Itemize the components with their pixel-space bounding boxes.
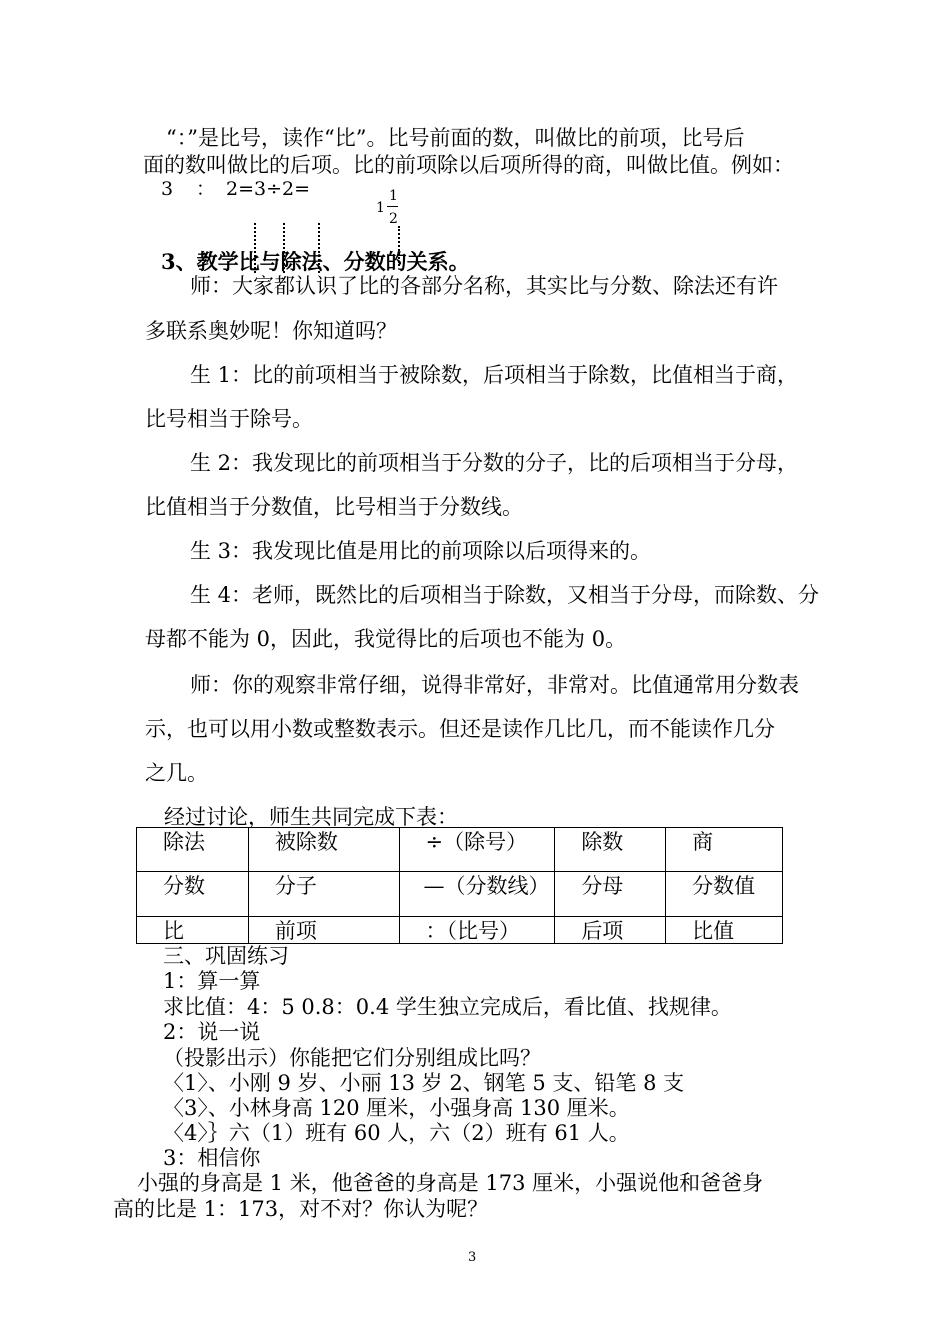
paragraph-line: 母都不能为 0，因此，我觉得比的后项也不能为 0。 [145,627,627,651]
paragraph-line: 生 3：我发现比值是用比的前项除以后项得来的。 [190,539,652,563]
table-cell: 前项 [248,917,399,944]
table-cell: 分数值 [666,872,783,917]
practice-heading: 三、巩固练习 [163,944,289,968]
paragraph-line: 生 1：比的前项相当于被除数，后项相当于除数，比值相当于商， [190,363,799,387]
exercise-text: 求比值：4：5 0.8：0.4 学生独立完成后，看比值、找规律。 [163,995,732,1019]
comparison-table [136,827,783,944]
paragraph-line: 之几。 [145,761,208,785]
paragraph-line: 多联系奥妙呢！你知道吗？ [145,319,397,343]
table-cell: ：（比号） [399,917,555,944]
exercise-title: 2：说一说 [163,1020,261,1044]
exercise-text: 〈4〉｝六（1）班有 60 人，六（2）班有 61 人。 [163,1121,630,1145]
exercise-title: 1：算一算 [163,969,261,993]
table-row [137,872,783,917]
table-cell: 比 [137,917,249,944]
exercise-text: 小强的身高是 1 米，他爸爸的身高是 173 厘米，小强说他和爸爸身 [137,1171,764,1195]
table-cell: —（分数线） [399,872,555,917]
example-right: 2=3÷2= [226,178,311,200]
paragraph-line: 生 2：我发现比的前项相当于分数的分子，比的后项相当于分母， [190,451,799,475]
table-cell: 比值 [666,917,783,944]
intro-line-1: “：”是比号，读作“比”。比号前面的数，叫做比的前项，比号后 [166,126,745,150]
table-cell: 分母 [555,872,666,917]
table-cell: 除法 [137,828,249,872]
table-intro: 经过讨论，师生共同完成下表： [164,805,458,829]
paragraph-line: 示，也可以用小数或整数表示。但还是读作几比几，而不能读作几分 [145,717,775,741]
exercise-text: （投影出示）你能把它们分别组成比吗？ [163,1046,541,1070]
intro-line-2: 面的数叫做比的后项。比的前项除以后项所得的商，叫做比值。例如： [143,153,794,177]
table-cell: 商 [666,828,783,872]
paragraph-line: 比号相当于除号。 [145,407,313,431]
table-cell: 除数 [555,828,666,872]
exercise-title: 3：相信你 [163,1146,261,1170]
fraction-bar [387,206,398,207]
paragraph-line: 师：你的观察非常仔细，说得非常好，非常对。比值通常用分数表 [190,673,799,697]
exercise-text: 〈1〉、小刚 9 岁、小丽 13 岁 2、钢笔 5 支、铅笔 8 支 [163,1071,685,1095]
paragraph-line: 比值相当于分数值，比号相当于分数线。 [145,495,523,519]
table-cell: 后项 [555,917,666,944]
exercise-text: 高的比是 1：173，对不对？你认为呢？ [113,1197,489,1221]
table-cell: 分数 [137,872,249,917]
exercise-text: 〈3〉、小林身高 120 厘米，小强身高 130 厘米。 [163,1096,630,1120]
paragraph-line: 师：大家都认识了比的各部分名称，其实比与分数、除法还有许 [190,274,778,298]
table-cell: 被除数 [248,828,399,872]
example-colon: ： [196,178,216,200]
fraction-whole: 1 [376,200,385,216]
example-left: 3 [161,178,174,200]
section-heading: 3、教学比与除法、分数的关系。 [161,249,470,274]
page-number: 3 [468,1250,477,1265]
fraction-numerator: 1 [389,188,398,204]
table-row [137,917,783,944]
table-row [137,828,783,872]
table-cell: ÷（除号） [399,828,555,872]
table-cell: 分子 [248,872,399,917]
paragraph-line: 生 4：老师，既然比的后项相当于除数，又相当于分母，而除数、分 [190,583,820,607]
fraction-denominator: 2 [389,211,398,227]
